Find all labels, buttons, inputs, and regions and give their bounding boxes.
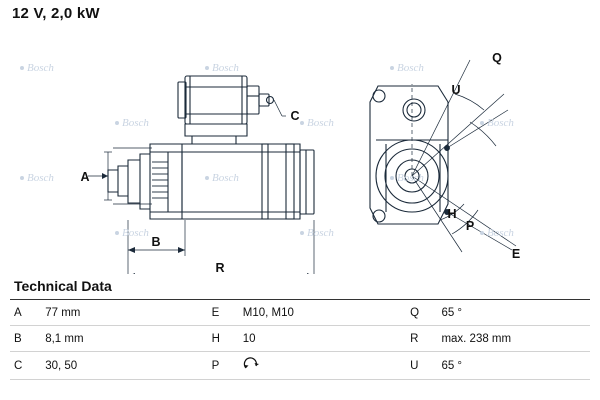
label-Q: Q (492, 51, 502, 65)
watermark-bosch: Bosch (480, 227, 514, 239)
column-separator (391, 300, 406, 326)
starter-front-view (370, 86, 448, 224)
column-separator (391, 326, 406, 352)
label-B: B (151, 235, 161, 249)
watermark-bosch: Bosch (20, 172, 54, 184)
row-value-e: M10, M10 (239, 300, 392, 326)
label-E: E (511, 247, 521, 261)
watermark-bosch: Bosch (390, 172, 424, 184)
dimension-lines-right (412, 60, 516, 252)
column-separator (391, 352, 406, 380)
page-title: 12 V, 2,0 kW (12, 5, 100, 22)
watermark-bosch: Bosch (205, 62, 239, 74)
label-P: P (465, 219, 475, 233)
watermark-bosch: Bosch (115, 227, 149, 239)
label-C: C (290, 109, 300, 123)
row-key-r: R (406, 326, 437, 352)
row-key-e: E (208, 300, 239, 326)
row-value-b: 8,1 mm (41, 326, 193, 352)
row-value-h: 10 (239, 326, 392, 352)
watermark-bosch: Bosch (480, 117, 514, 129)
row-key-p: P (208, 352, 239, 380)
row-value-q: 65 ° (437, 300, 590, 326)
table-row (10, 352, 590, 380)
technical-drawing (0, 24, 600, 274)
row-key-u: U (406, 352, 437, 380)
label-U: U (451, 83, 461, 97)
row-value-u: 65 ° (437, 352, 590, 380)
column-separator (193, 326, 208, 352)
technical-data-section (10, 276, 590, 380)
label-A: A (80, 170, 90, 184)
table-row (10, 300, 590, 326)
label-H: H (447, 207, 457, 221)
row-value-a: 77 mm (41, 300, 193, 326)
watermark-bosch: Bosch (390, 62, 424, 74)
technical-data-title: Technical Data (10, 276, 590, 300)
watermark-bosch: Bosch (20, 62, 54, 74)
column-separator (193, 352, 208, 380)
row-value-c: 30, 50 (41, 352, 193, 380)
rotation-direction-icon (243, 357, 261, 371)
watermark-bosch: Bosch (205, 172, 239, 184)
row-key-b: B (10, 326, 41, 352)
row-value-p (239, 352, 392, 380)
table-row (10, 326, 590, 352)
row-key-h: H (208, 326, 239, 352)
starter-side-view (108, 76, 314, 219)
watermark-bosch: Bosch (300, 227, 334, 239)
watermark-bosch: Bosch (300, 117, 334, 129)
row-key-q: Q (406, 300, 437, 326)
row-key-a: A (10, 300, 41, 326)
row-key-c: C (10, 352, 41, 380)
column-separator (193, 300, 208, 326)
label-R: R (215, 261, 225, 274)
row-value-r: max. 238 mm (437, 326, 590, 352)
watermark-bosch: Bosch (115, 117, 149, 129)
technical-data-table (10, 300, 590, 380)
